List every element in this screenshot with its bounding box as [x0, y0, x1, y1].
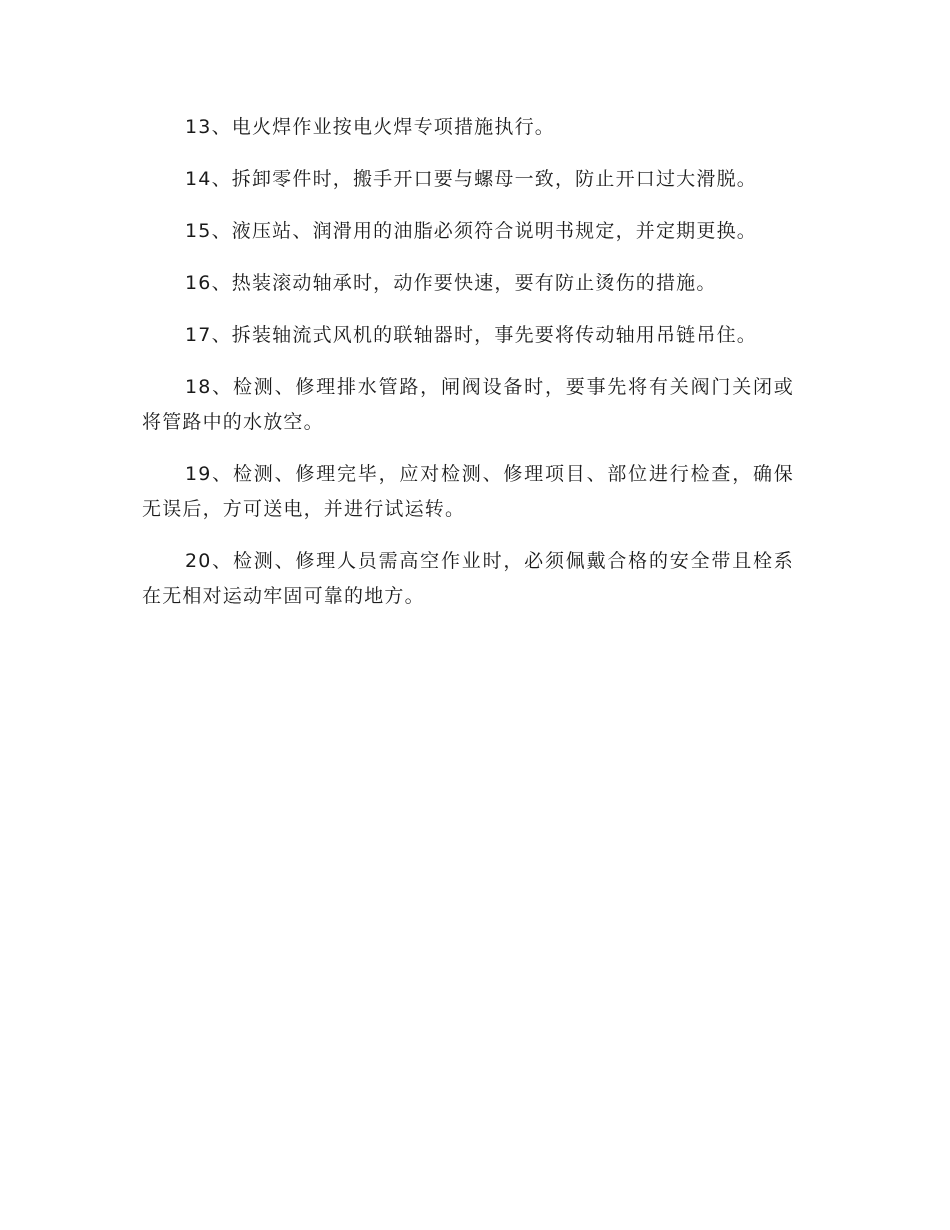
paragraph-15: 15、液压站、润滑用的油脂必须符合说明书规定，并定期更换。 [185, 220, 757, 242]
paragraph-14: 14、拆卸零件时，搬手开口要与螺母一致，防止开口过大滑脱。 [185, 168, 757, 190]
paragraph-13: 13、电火焊作业按电火焊专项措施执行。 [185, 116, 555, 138]
document-body [142, 110, 794, 631]
paragraph-19: 19、检测、修理完毕，应对检测、修理项目、部位进行检查，确保无误后，方可送电，并进行试运转。 [142, 463, 794, 520]
paragraph-20: 20、检测、修理人员需高空作业时，必须佩戴合格的安全带且栓系在无相对运动牢固可靠的地方。 [142, 550, 794, 607]
paragraph-18: 18、检测、修理排水管路，闸阀设备时，要事先将有关阀门关闭或将管路中的水放空。 [142, 376, 794, 433]
paragraph-16: 16、热装滚动轴承时，动作要快速，要有防止烫伤的措施。 [185, 272, 717, 294]
paragraph-17: 17、拆装轴流式风机的联轴器时，事先要将传动轴用吊链吊住。 [185, 324, 757, 346]
